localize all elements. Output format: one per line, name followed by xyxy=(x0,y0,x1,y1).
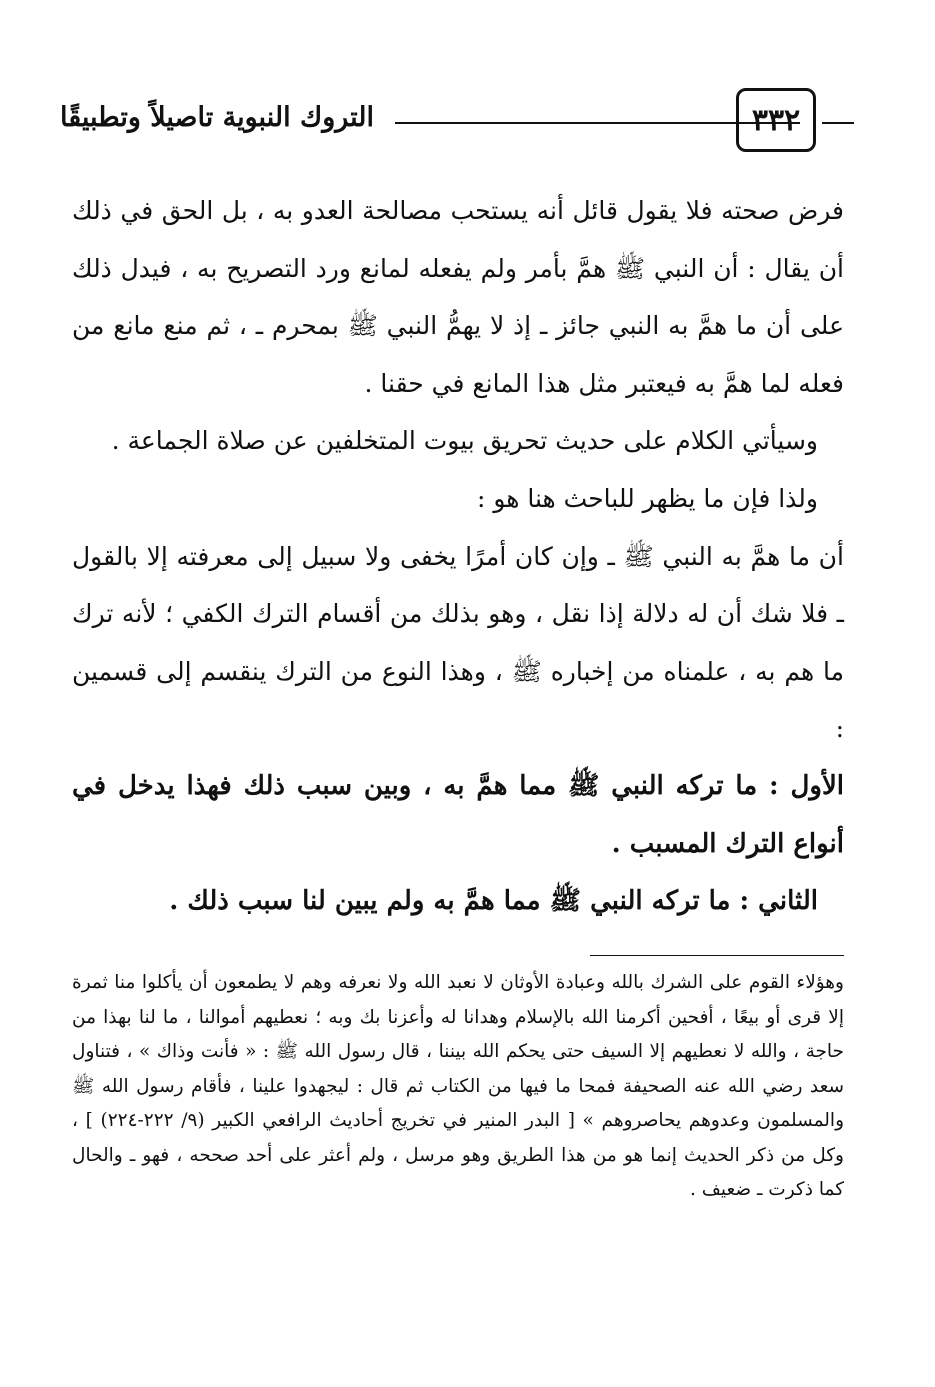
page-number: ٣٣٢ xyxy=(751,103,801,138)
footnote-separator xyxy=(590,955,844,956)
running-title: التروك النبوية تاصيلاً وتطبيقًا xyxy=(60,102,375,133)
header-rule-end xyxy=(822,122,854,124)
footnote-area xyxy=(72,966,844,1208)
paragraph-1: فرض صحته فلا يقول قائل أنه يستحب مصالحة العدو به ، بل الحق في ذلك أن يقال : أن النبي ﷺ همَّ بأمر ولم يفعله لمانع ورد التصريح به ، فيدل ذلك على أن ما همَّ به النبي جائز ـ إذ لا يهمُّ النبي ﷺ بمحرم ـ ، ثم منع مانع من فعله لما همَّ به فيعتبر مثل هذا المانع في حقنا . xyxy=(72,196,844,398)
paragraph-first-type: الأول : ما تركه النبي ﷺ مما همَّ به ، وبين سبب ذلك فهذا يدخل في أنواع الترك المسبب . xyxy=(72,770,844,859)
page-header xyxy=(60,88,850,160)
paragraph-2: وسيأتي الكلام على حديث تحريق بيوت المتخلفين عن صلاة الجماعة . xyxy=(111,426,818,456)
paragraph-3: ولذا فإن ما يظهر للباحث هنا هو : xyxy=(476,483,818,513)
footnote-text: وهؤلاء القوم على الشرك بالله وعبادة الأوثان لا نعبد الله ولا نعرفه وهم لا يطمعون أن يأكلوا منا ثمرة إلا قرى أو بيعًا ، أفحين أكرمنا الله بالإسلام وهدانا له وأعزنا بك وبه ؛ نعطيهم أموالنا ، ما لنا بهذا من حاجة ، والله لا نعطيهم إلا السيف حتى يحكم الله بيننا ، قال رسول الله ﷺ : « فأنت وذاك » ، فتناول سعد رضي الله عنه الصحيفة فمحا ما فيها من الكتاب ثم قال : ليجهدوا علينا ، فأقام رسول الله ﷺ والمسلمون وعدوهم يحاصروهم » [ البدر المنير في تخريج أحاديث الرافعي الكبير (٩/ ٢٢٢-٢٢٤) ] ، وكل من ذكر الحديث إنما هو من هذا الطريق وهو مرسل ، ولم أعثر على أحد صححه ، فهو ـ والحال كما ذكرت ـ ضعيف . xyxy=(72,972,844,1200)
paragraph-second-type: الثاني : ما تركه النبي ﷺ مما همَّ به ولم يبين لنا سبب ذلك . xyxy=(169,886,818,917)
page-number-box xyxy=(736,88,816,152)
main-text xyxy=(72,182,844,931)
paragraph-4: أن ما همَّ به النبي ﷺ ـ وإن كان أمرًا يخفى ولا سبيل إلى معرفته إلا بالقول ـ فلا شك أن له دلالة إذا نقل ، وهو بذلك من أقسام الترك الكفي ؛ لأنه ترك ما هم به ، علمناه من إخباره ﷺ ، وهذا النوع من الترك ينقسم إلى قسمين : xyxy=(72,541,844,744)
